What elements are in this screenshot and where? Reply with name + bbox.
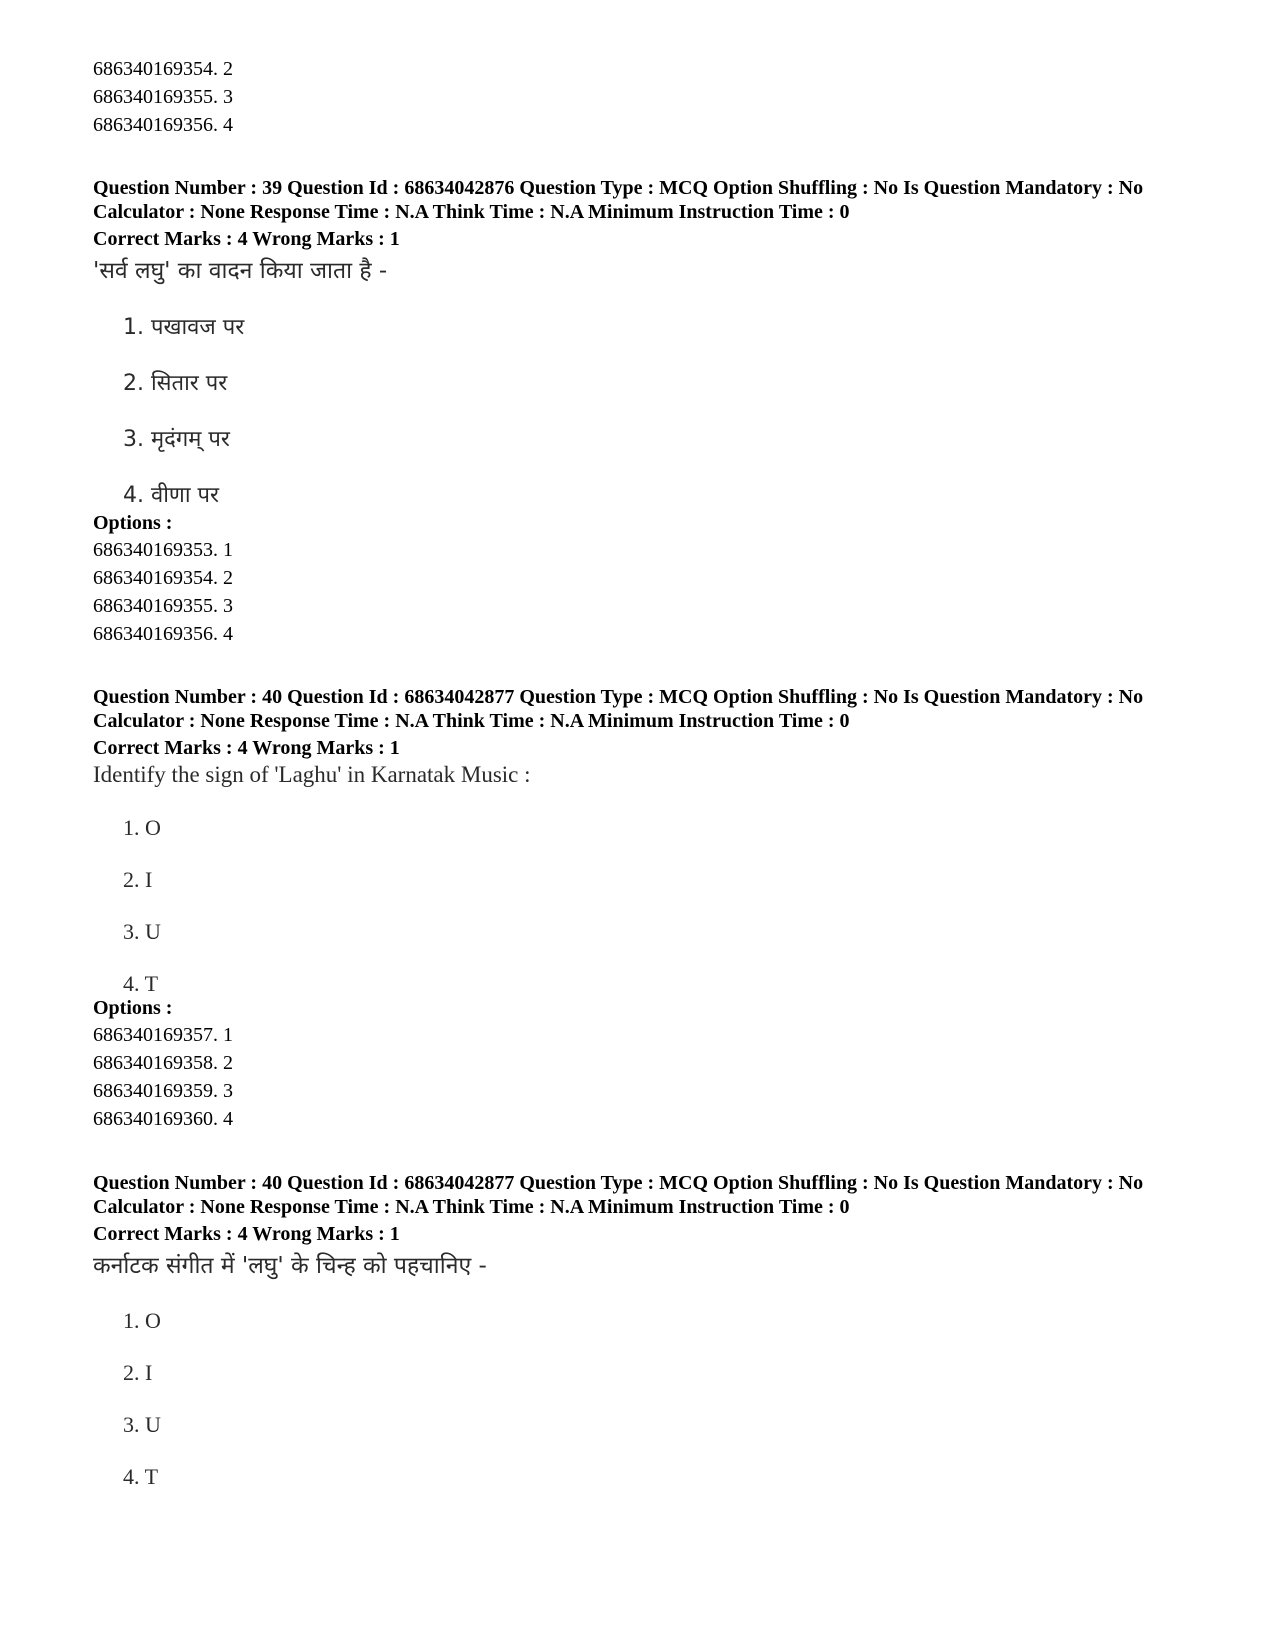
option-line: 686340169357. 1 bbox=[93, 1024, 233, 1046]
answer-choice: 1. O bbox=[123, 815, 161, 840]
option-line: 686340169356. 4 bbox=[93, 114, 233, 136]
question-marks: Correct Marks : 4 Wrong Marks : 1 bbox=[93, 228, 400, 250]
question-marks: Correct Marks : 4 Wrong Marks : 1 bbox=[93, 737, 400, 759]
option-line: 686340169354. 2 bbox=[93, 567, 233, 589]
answer-choice: 2. I bbox=[123, 867, 153, 892]
option-line: 686340169356. 4 bbox=[93, 623, 233, 645]
option-line: 686340169359. 3 bbox=[93, 1080, 233, 1102]
answer-choice: 1. पखावज पर bbox=[123, 315, 245, 340]
question-stem: 'सर्व लघु' का वादन किया जाता है - bbox=[93, 258, 388, 284]
answer-choice: 3. मृदंगम् पर bbox=[123, 427, 230, 452]
option-line: 686340169354. 2 bbox=[93, 58, 233, 80]
option-line: 686340169355. 3 bbox=[93, 595, 233, 617]
question-meta: Question Number : 39 Question Id : 68634042876 Question Type : MCQ Option Shuffling : No Is Question Mandatory : No Calculator : None Response Time : N.A Think Time : N.A Minimum Instruction Time : 0 bbox=[93, 177, 1144, 223]
option-line: 686340169355. 3 bbox=[93, 86, 233, 108]
question-stem: कर्नाटक संगीत में 'लघु' के चिन्ह को पहचानिए - bbox=[93, 1253, 487, 1279]
question-stem: Identify the sign of 'Laghu' in Karnatak Music : bbox=[93, 762, 531, 787]
answer-choice: 3. U bbox=[123, 1412, 161, 1437]
question-marks: Correct Marks : 4 Wrong Marks : 1 bbox=[93, 1223, 400, 1245]
option-line: 686340169358. 2 bbox=[93, 1052, 233, 1074]
answer-choice: 4. T bbox=[123, 971, 159, 996]
option-line: 686340169360. 4 bbox=[93, 1108, 233, 1130]
option-line: 686340169353. 1 bbox=[93, 539, 233, 561]
question-meta: Question Number : 40 Question Id : 68634042877 Question Type : MCQ Option Shuffling : No Is Question Mandatory : No Calculator : None Response Time : N.A Think Time : N.A Minimum Instruction Time : 0 bbox=[93, 686, 1144, 732]
options-heading: Options : bbox=[93, 512, 173, 534]
answer-choice: 1. O bbox=[123, 1308, 161, 1333]
answer-choice: 2. I bbox=[123, 1360, 153, 1385]
question-meta: Question Number : 40 Question Id : 68634042877 Question Type : MCQ Option Shuffling : No Is Question Mandatory : No Calculator : None Response Time : N.A Think Time : N.A Minimum Instruction Time : 0 bbox=[93, 1172, 1144, 1218]
answer-choice: 4. वीणा पर bbox=[123, 483, 220, 508]
options-heading: Options : bbox=[93, 997, 173, 1019]
answer-choice: 4. T bbox=[123, 1464, 159, 1489]
answer-choice: 3. U bbox=[123, 919, 161, 944]
answer-choice: 2. सितार पर bbox=[123, 371, 228, 396]
